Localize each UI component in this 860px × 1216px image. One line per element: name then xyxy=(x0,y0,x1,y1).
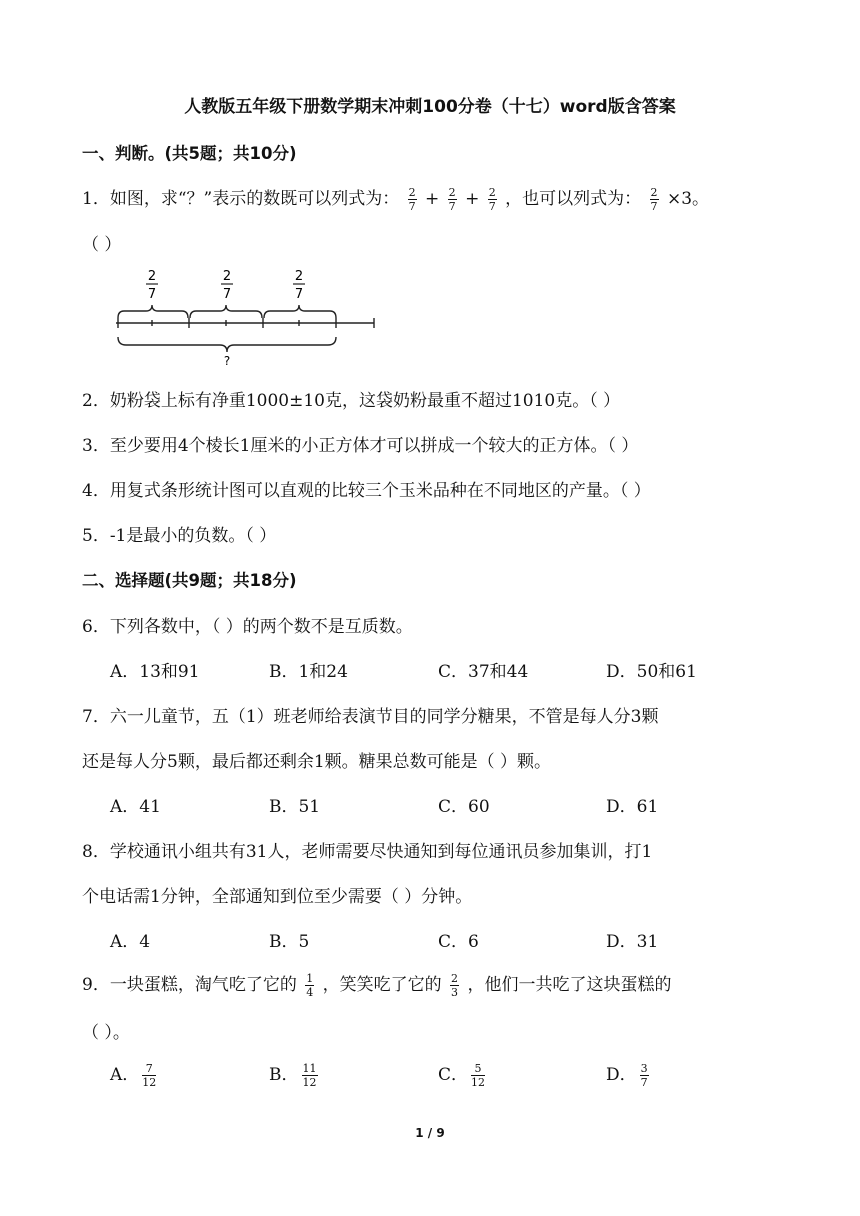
q7-option-b[interactable]: B．51 xyxy=(269,797,321,817)
number-line-diagram xyxy=(110,265,390,370)
q6-option-a[interactable]: A．13和91 xyxy=(110,662,200,682)
fraction-label-2 xyxy=(221,269,233,302)
q1-prefix: 1．如图，求“？”表示的数既可以列式为： xyxy=(82,189,400,209)
question-7-line-2: 还是每人分5颗，最后都还剩余1颗。糖果总数可能是（ ）颗。 xyxy=(82,752,552,772)
document-title: 人教版五年级下册数学期末冲刺100分卷（十七）word版含答案 xyxy=(184,97,676,117)
question-mark-label: ? xyxy=(223,354,231,368)
fraction: $\frac{2}{7}$ xyxy=(650,186,658,213)
fraction-one-quarter: $\frac{1}{4}$ xyxy=(306,972,314,999)
top-brace-3 xyxy=(264,305,336,318)
q9-text-part-3: ，他们一共吃了这块蛋糕的 xyxy=(467,975,672,995)
bottom-brace xyxy=(118,337,336,352)
plus-sign: + xyxy=(465,189,480,209)
q1-suffix: ×3。 xyxy=(666,189,710,209)
svg-text:7: 7 xyxy=(147,287,157,302)
page-number: 1 / 9 xyxy=(415,1126,445,1140)
svg-text:2: 2 xyxy=(294,269,304,284)
question-3: 3．至少要用4个棱长1厘米的小正方体才可以拼成一个较大的正方体。（ ） xyxy=(82,436,639,456)
q7-option-d[interactable]: D．61 xyxy=(606,797,659,817)
question-2: 2．奶粉袋上标有净重1000±10克，这袋奶粉最重不超过1010克。（ ） xyxy=(82,391,621,411)
question-9-line-2: （ ）。 xyxy=(82,1023,130,1043)
question-7-line-1: 7．六一儿童节，五（1）班老师给表演节目的同学分糖果，不管是每人分3颗 xyxy=(82,707,659,727)
top-brace-2 xyxy=(190,305,262,318)
q9-option-c[interactable]: C． $\frac{5}{12}$ xyxy=(438,1062,486,1089)
section-1-heading: 一、判断。(共5题；共10分) xyxy=(82,144,297,163)
q1-answer-blank: （ ） xyxy=(82,235,122,255)
q9-text-part-1: 9．一块蛋糕，淘气吃了它的 xyxy=(82,975,297,995)
q6-option-b[interactable]: B．1和24 xyxy=(269,662,348,682)
q7-option-a[interactable]: A．41 xyxy=(110,797,161,817)
fraction-label-1 xyxy=(146,269,158,302)
svg-text:2: 2 xyxy=(147,269,157,284)
question-8-line-1: 8．学校通讯小组共有31人，老师需要尽快通知到每位通讯员参加集训，打1 xyxy=(82,842,653,862)
question-6: 6．下列各数中，（ ）的两个数不是互质数。 xyxy=(82,617,413,637)
fraction: $\frac{2}{7}$ xyxy=(488,186,496,213)
fraction: $\frac{2}{7}$ xyxy=(408,186,416,213)
svg-text:2: 2 xyxy=(222,269,232,284)
section-2-heading: 二、选择题(共9题；共18分) xyxy=(82,571,297,590)
svg-text:7: 7 xyxy=(222,287,232,302)
q8-option-d[interactable]: D．31 xyxy=(606,932,659,952)
svg-text:7: 7 xyxy=(294,287,304,302)
q1-mid: ，也可以列式为： xyxy=(505,189,642,209)
q7-option-c[interactable]: C．60 xyxy=(438,797,490,817)
q9-option-b[interactable]: B． $\frac{11}{12}$ xyxy=(269,1062,317,1089)
plus-sign: + xyxy=(425,189,440,209)
question-8-line-2: 个电话需1分钟，全部通知到位至少需要（ ）分钟。 xyxy=(82,887,473,907)
question-1 xyxy=(82,184,709,213)
fraction-two-thirds: $\frac{2}{3}$ xyxy=(451,972,459,999)
question-5: 5．-1是最小的负数。（ ） xyxy=(82,526,277,546)
fraction: $\frac{2}{7}$ xyxy=(448,186,456,213)
q8-option-c[interactable]: C．6 xyxy=(438,932,479,952)
q8-option-b[interactable]: B．5 xyxy=(269,932,310,952)
question-9 xyxy=(82,970,671,999)
top-brace-1 xyxy=(118,305,188,318)
question-4: 4．用复式条形统计图可以直观的比较三个玉米品种在不同地区的产量。（ ） xyxy=(82,481,651,501)
q6-option-d[interactable]: D．50和61 xyxy=(606,662,697,682)
q9-option-a[interactable]: A． $\frac{7}{12}$ xyxy=(110,1062,157,1089)
q6-option-c[interactable]: C．37和44 xyxy=(438,662,529,682)
q8-option-a[interactable]: A．4 xyxy=(110,932,151,952)
fraction-label-3 xyxy=(293,269,305,302)
q9-option-d[interactable]: D． $\frac{3}{7}$ xyxy=(606,1062,648,1089)
q9-text-part-2: ，笑笑吃了它的 xyxy=(322,975,442,995)
